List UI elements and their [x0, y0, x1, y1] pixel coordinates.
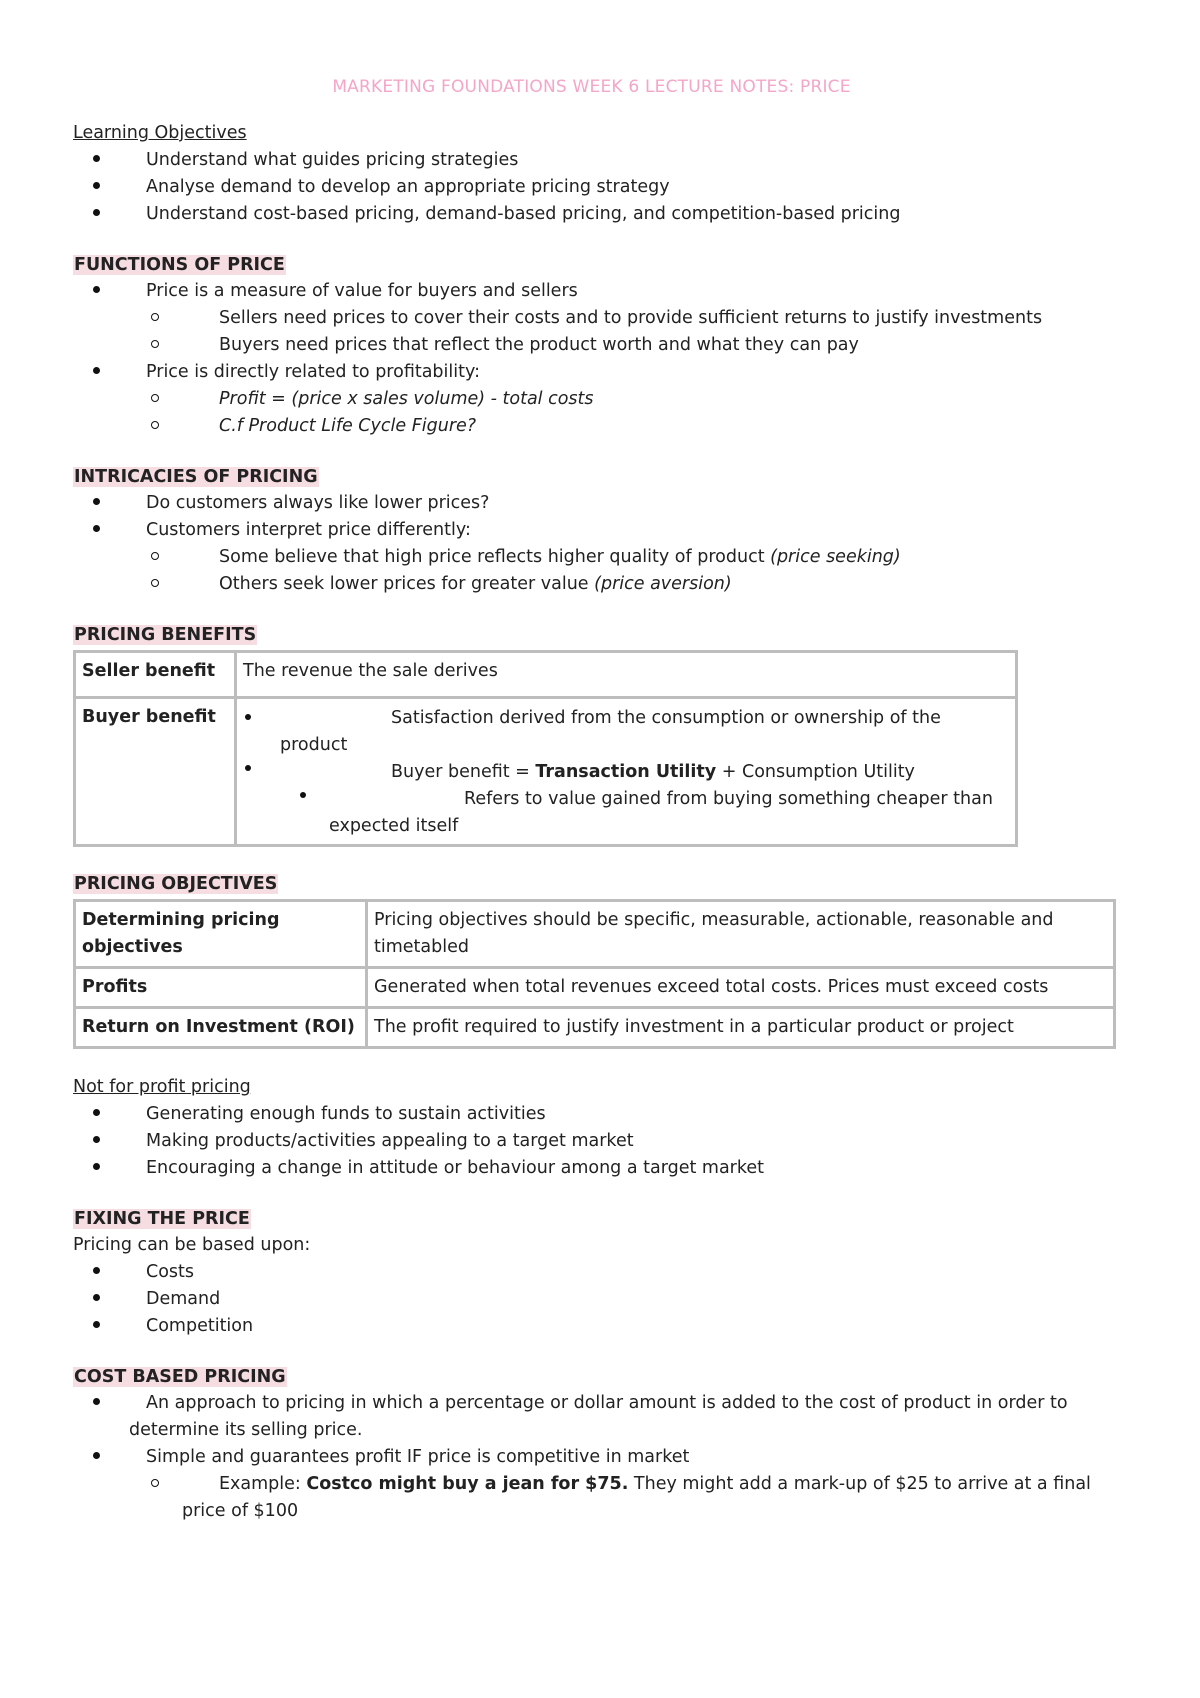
table-row: [75, 901, 1115, 968]
list-item: Encouraging a change in attitude or behaviour among a target market: [73, 1155, 1110, 1182]
pricing-benefits-section: [73, 622, 1110, 847]
section-heading: FIXING THE PRICE: [74, 1209, 250, 1229]
list-item: Costs: [73, 1259, 1110, 1286]
buyer-benefit-line: Refers to value gained from buying something cheaper than: [243, 786, 1009, 813]
section-heading: FUNCTIONS OF PRICE: [74, 255, 285, 275]
table-cell-value: The revenue the sale derives: [236, 652, 1017, 698]
table-row: [75, 1008, 1115, 1048]
list-item: Demand: [73, 1286, 1110, 1313]
document-title: MARKETING FOUNDATIONS WEEK 6 LECTURE NOTES: PRICE: [332, 77, 851, 97]
intricacies-section: [73, 464, 1110, 598]
list-item: Price is a measure of value for buyers and sellers Sellers need prices to cover their costs and to provide sufficient returns to justify investments Buyers need prices that reflect the product worth and what they can pay: [73, 278, 1110, 359]
sub-list: [146, 544, 1110, 598]
learning-objectives-list: [73, 147, 1110, 228]
sub-list-item: Sellers need prices to cover their costs and to provide sufficient returns to justify investments: [73, 305, 1110, 332]
fixing-price-list: [73, 1259, 1110, 1340]
sub-list-item: Buyers need prices that reflect the product worth and what they can pay: [73, 332, 1110, 359]
table-cell-key: Seller benefit: [75, 652, 236, 698]
cost-based-section: [73, 1364, 1110, 1525]
fixing-price-section: [73, 1206, 1110, 1340]
list-item: Understand cost-based pricing, demand-based pricing, and competition-based pricing: [73, 201, 1110, 228]
list-item: An approach to pricing in which a percentage or dollar amount is added to the cost of product in order to determine its selling price.: [73, 1390, 1110, 1444]
sub-list-item: Others seek lower prices for greater value (price aversion): [73, 571, 1110, 598]
sub-list-item: Profit = (price x sales volume) - total costs: [73, 386, 1110, 413]
sub-list-item: Example: Costco might buy a jean for $75. They might add a mark-up of $25 to arrive at a final price of $100: [73, 1471, 1110, 1525]
pricing-objectives-table: [73, 899, 1116, 1049]
sub-list: [146, 386, 1110, 440]
sub-list: [146, 1471, 1110, 1525]
fixing-price-intro: Pricing can be based upon:: [73, 1235, 311, 1255]
functions-of-price-section: [73, 252, 1110, 440]
table-cell-key: Buyer benefit: [75, 698, 236, 846]
sub-list-item: Some believe that high price reflects higher quality of product (price seeking): [73, 544, 1110, 571]
bullet-icon: [300, 792, 306, 798]
list-item: Analyse demand to develop an appropriate pricing strategy: [73, 174, 1110, 201]
not-for-profit-heading: Not for profit pricing: [73, 1077, 251, 1097]
section-heading: INTRICACIES OF PRICING: [74, 467, 318, 487]
list-item: Simple and guarantees profit IF price is competitive in market Example: Costco might buy a jean for $75. They might add a mark-up of $25 to arrive at a final price of $100: [73, 1444, 1110, 1525]
table-cell-value: The profit required to justify investment in a particular product or project: [367, 1008, 1115, 1048]
bullet-icon: [245, 714, 251, 720]
not-for-profit-list: [73, 1101, 1110, 1182]
intricacies-list: [73, 490, 1110, 598]
table-cell-key: Profits: [75, 968, 367, 1008]
pricing-objectives-section: [73, 871, 1110, 1049]
table-cell-value: Generated when total revenues exceed total costs. Prices must exceed costs: [367, 968, 1115, 1008]
table-cell-key: Return on Investment (ROI): [75, 1008, 367, 1048]
list-item: Competition: [73, 1313, 1110, 1340]
pricing-benefits-table: [73, 650, 1018, 847]
learning-objectives-heading: Learning Objectives: [73, 123, 247, 143]
table-cell-key: Determining pricing objectives: [75, 901, 367, 968]
buyer-benefit-line: Satisfaction derived from the consumption or ownership of the: [243, 705, 1009, 732]
list-item: Customers interpret price differently: Some believe that high price reflects higher quality of product (price seeking) Others seek lower prices for greater value (price aversion): [73, 517, 1110, 598]
list-item: Do customers always like lower prices?: [73, 490, 1110, 517]
sub-list: [146, 305, 1110, 359]
table-cell-value: Pricing objectives should be specific, measurable, actionable, reasonable and timetabled: [367, 901, 1115, 968]
table-row: [75, 698, 1017, 846]
learning-objectives-section: [73, 119, 1110, 228]
section-heading: PRICING BENEFITS: [74, 625, 257, 645]
table-row: [75, 652, 1017, 698]
cost-based-list: [73, 1390, 1110, 1525]
list-item: Price is directly related to profitability: Profit = (price x sales volume) - total costs C.f Product Life Cycle Figure?: [73, 359, 1110, 440]
not-for-profit-section: [73, 1073, 1110, 1182]
list-item: Making products/activities appealing to a target market: [73, 1128, 1110, 1155]
sub-list-item: C.f Product Life Cycle Figure?: [73, 413, 1110, 440]
list-item: Generating enough funds to sustain activities: [73, 1101, 1110, 1128]
section-heading: COST BASED PRICING: [74, 1367, 286, 1387]
buyer-benefit-line: Buyer benefit = Transaction Utility + Consumption Utility: [243, 759, 1009, 786]
section-heading: PRICING OBJECTIVES: [74, 874, 278, 894]
table-cell-value: [236, 698, 1017, 846]
buyer-benefit-line: product: [280, 735, 348, 755]
table-row: [75, 968, 1115, 1008]
functions-list: [73, 278, 1110, 440]
buyer-benefit-line: expected itself: [329, 816, 459, 836]
list-item: Understand what guides pricing strategies: [73, 147, 1110, 174]
bullet-icon: [245, 765, 251, 771]
